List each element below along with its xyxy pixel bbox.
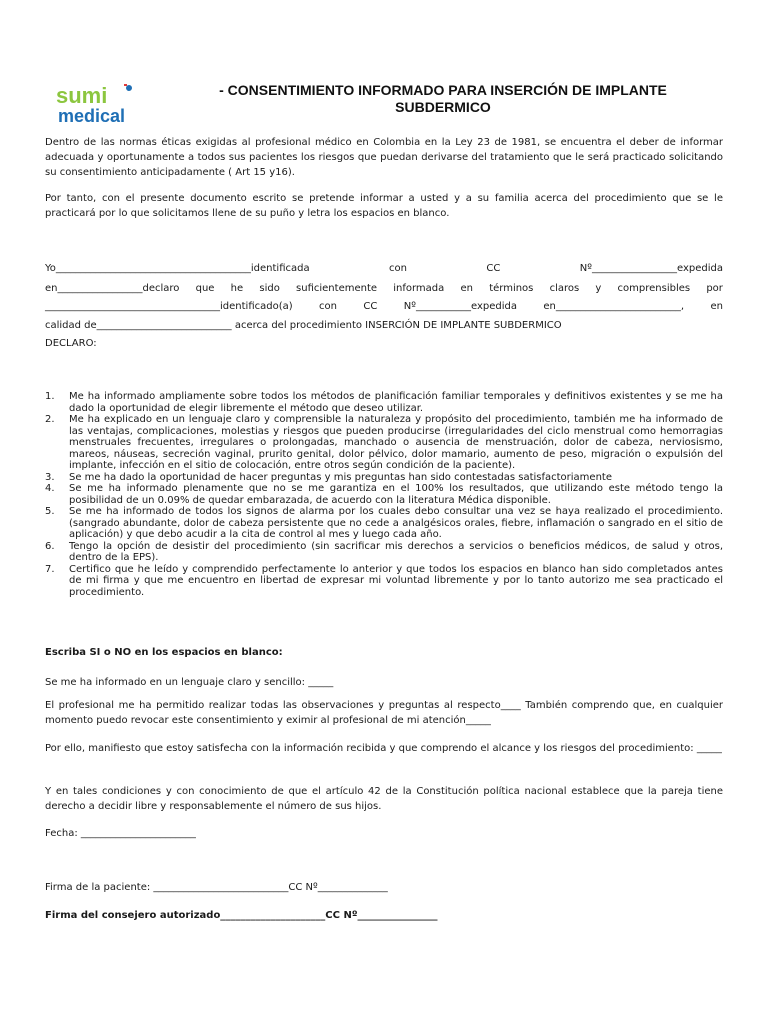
decl-word: he [230, 283, 244, 294]
list-item: 1. Me ha informado ampliamente sobre todos los métodos de planificación familiar temporales y definitivos existentes y se me ha dado la oportunidad de elegir libremente el método que deseo utilizar. [45, 391, 723, 414]
declaration-line-3[interactable] [45, 299, 723, 314]
patient-signature-field[interactable]: Firma de la paciente: ___________________________CC Nº______________ [45, 882, 388, 893]
declaration-list [45, 391, 723, 598]
declaration-line-4[interactable]: calidad de___________________________ acerca del procedimiento INSERCIÓN DE IMPLANTE SUBDERMICO [45, 320, 562, 331]
title-line-1: - CONSENTIMIENTO INFORMADO PARA INSERCIÓN DE IMPLANTE [219, 82, 667, 98]
question-1[interactable]: Se me ha informado en un lenguaje claro y sencillo: _____ [45, 677, 334, 688]
companion-cc-field[interactable]: Nº___________expedida [403, 301, 517, 312]
companion-name-field[interactable]: ___________________________________identificado(a) [45, 301, 293, 312]
list-item: 5. Se me ha informado de todos los signos de alarma por los cuales debo consultar una vez se haya realizado el procedimiento. (sangrado abundante, dolor de cabeza persistente que no cede a analgésicos orales, fiebre, inflamación o sangrado en el sitio de aplicación) y que debo acudir a la cita de control al mes y luego cada año. [45, 506, 723, 540]
decl-word: en [460, 283, 473, 294]
declaration-line-2[interactable] [45, 281, 723, 296]
companion-expedition-field[interactable]: en_________________________, [543, 301, 685, 312]
title-line-2: SUBDERMICO [395, 99, 491, 115]
list-item: 7. Certifico que he leído y comprendido perfectamente lo anterior y que todos los espacios en blanco han sido completados antes de mi firma y que me encuentro en libertad de expresar mi voluntad libremente y por lo tanto autorizo me sea practicado el procedimiento. [45, 563, 723, 598]
question-3[interactable]: Por ello, manifiesto que estoy satisfecha con la información recibida y que comprendo el alcance y los riesgos del procedimiento: _____ [45, 743, 722, 754]
decl-word: que [195, 283, 215, 294]
decl-word: comprensibles [617, 283, 691, 294]
decl-word: términos [489, 283, 534, 294]
question-2[interactable]: El profesional me ha permitido realizar todas las observaciones y preguntas al respecto____ También comprendo que, en cualquier momento puedo revocar este consentimiento y eximir al profesional de mi atención_____ [45, 700, 723, 726]
document-title [196, 82, 690, 116]
list-item: 3. Se me ha dado la oportunidad de hacer preguntas y mis preguntas han sido contestadas satisfactoriamente [45, 471, 612, 483]
decl-word: CC [486, 263, 501, 274]
decl-word: sido [259, 283, 280, 294]
name-field[interactable]: Yo_______________________________________identificada [45, 263, 310, 274]
decl-word: por [706, 283, 723, 294]
decl-word: suficientemente [296, 283, 378, 294]
intro-paragraph-1: Dentro de las normas éticas exigidas al profesional médico en Colombia en la Ley 23 de 1981, se encuentra el deber de informar adecuada y oportunamente a todos sus pacientes los riesgos que puedan derivarse del tratamiento que le será practicado solicitando su consentimiento anticipadamente ( Art 15 y16). [45, 137, 723, 178]
logo-bottom-text: medical [58, 106, 126, 126]
list-item: 2. Me ha explicado en un lenguaje claro y comprensible la naturaleza y propósito del procedimiento, también me ha informado de las ventajas, complicaciones, molestias y riesgos que pueden producirse (irregularidades del ciclo menstrual como hemorragias menstruales frecuentes, irregulares o prolongadas, manchado o ausencia de menstruación, dolor de cabeza, nerviosismo, mareos, náuseas, secreción vaginal, prurito genital, dolor pélvico, dolor mamario, aumento de peso, migración o expulsión del implante, infección en el sitio de colocación, entre otros según condición de la paciente). [45, 414, 723, 471]
counselor-signature-field[interactable]: Firma del consejero autorizado_____________________CC Nº________________ [45, 910, 438, 921]
declaro-heading: DECLARO: [45, 338, 97, 349]
declaration-line-1[interactable] [45, 261, 723, 276]
date-field[interactable]: Fecha: _______________________ [45, 828, 196, 839]
questions-heading: Escriba SI o NO en los espacios en blanco: [45, 647, 283, 658]
decl-word: y [595, 283, 602, 294]
list-item: 6. Tengo la opción de desistir del procedimiento (sin sacrificar mis derechos a servicios o beneficios médicos, de salud y otros, dentro de la EPS). [45, 540, 723, 563]
sumimedical-logo [56, 84, 142, 126]
decl-word: en [710, 301, 723, 312]
list-item: 4. Se me ha informado plenamente que no se me garantiza en el 100% los resultados, que utilizando este método tengo la posibilidad de un 0.09% de quedar embarazada, de acuerdo con la literatura Médica disponible. [45, 483, 723, 506]
decl-word: informada [393, 283, 445, 294]
intro-paragraph-2: Por tanto, con el presente documento escrito se pretende informar a usted y a su familia acerca del procedimiento que se le practicará por lo que solicitamos llene de su puño y letra los espacios en blanco. [45, 193, 723, 219]
decl-word: con [319, 301, 338, 312]
logo-top-text: sumi [56, 84, 108, 108]
question-4: Y en tales condiciones y con conocimiento de que el artículo 42 de la Constitución política nacional establece que la pareja tiene derecho a decidir libre y responsablemente el número de sus hijos. [45, 786, 723, 812]
decl-word: claros [549, 283, 580, 294]
expedition-place-field[interactable]: en_________________declaro [45, 283, 180, 294]
cc-number-field[interactable]: Nº_________________expedida [579, 263, 723, 274]
logo-accent [124, 84, 127, 86]
decl-word: con [389, 263, 407, 274]
decl-word: CC [363, 301, 378, 312]
